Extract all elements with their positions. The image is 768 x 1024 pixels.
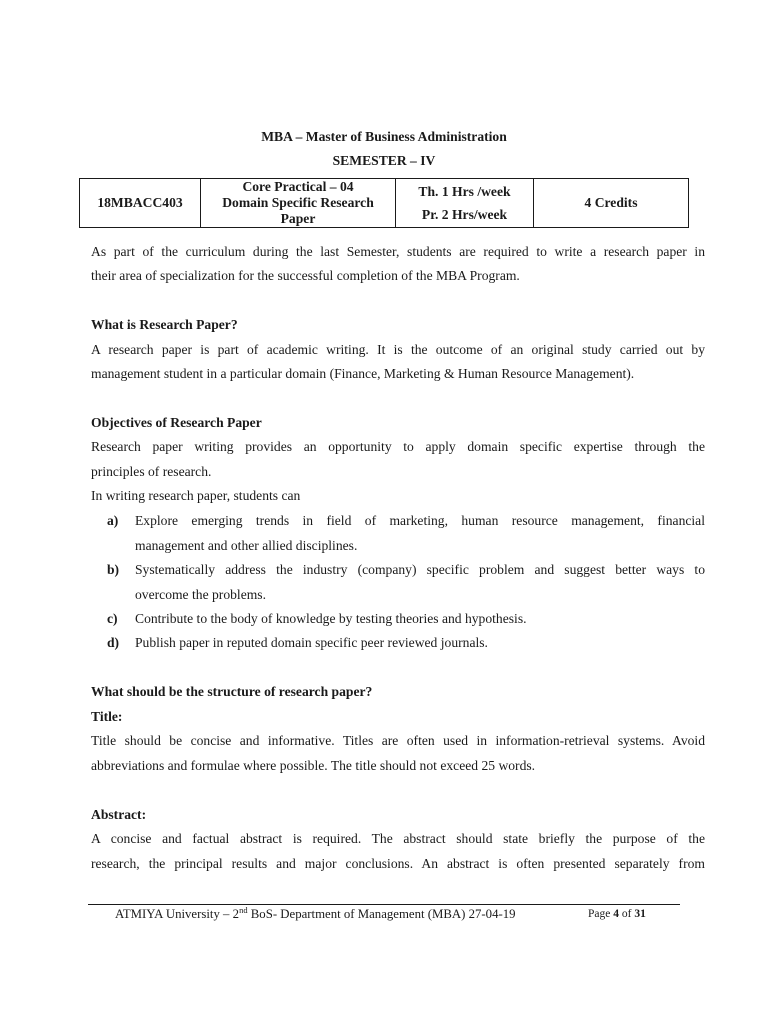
section-heading-what-is: What is Research Paper? (91, 317, 238, 332)
list-marker: b) (107, 562, 120, 577)
objectives-lead: In writing research paper, students can (91, 488, 301, 503)
course-credits: 4 Credits (534, 179, 689, 228)
footer-divider (88, 904, 680, 905)
list-item-line: management and other allied disciplines. (135, 537, 358, 553)
course-info-table (79, 178, 689, 228)
list-item (107, 558, 705, 607)
course-name-line: Core Practical – 04 (242, 179, 354, 194)
body-line: Title should be concise and informative. Titles are often used in information-retrieval systems. Avoid (91, 733, 705, 748)
page-word: Page (588, 908, 614, 920)
footer-text (115, 907, 516, 922)
subheading-title: Title: (91, 709, 123, 724)
list-marker: d) (107, 635, 120, 650)
body-line: Research paper writing provides an opportunity to apply domain specific expertise through the (91, 439, 705, 454)
body-line: principles of research. (91, 464, 212, 479)
semester-title: SEMESTER – IV (332, 153, 436, 168)
list-item-line: Explore emerging trends in field of marketing, human resource management, financial (135, 513, 705, 528)
list-item-line: Publish paper in reputed domain specific peer reviewed journals. (135, 635, 488, 650)
page-number (588, 908, 646, 920)
course-name-line: Domain Specific Research (222, 195, 374, 210)
list-item (107, 631, 705, 656)
body-line: research, the principal results and major conclusions. An abstract is often presented separately from (91, 856, 705, 871)
course-hours-cell (396, 179, 534, 228)
theory-hours: Th. 1 Hrs /week (418, 183, 511, 199)
intro-line: As part of the curriculum during the last Semester, students are required to write a research paper in (91, 244, 705, 259)
body-line: management student in a particular domain (Finance, Marketing & Human Resource Management). (91, 366, 635, 381)
intro-line: their area of specialization for the successful completion of the MBA Program. (91, 268, 520, 283)
page-of: of (618, 908, 635, 920)
subheading-abstract: Abstract: (91, 807, 147, 822)
page-current: 4 (613, 908, 619, 920)
footer-suffix: BoS- Department of Management (MBA) 27-04-19 (247, 907, 516, 921)
body-line: A concise and factual abstract is required. The abstract should state briefly the purpose of the (91, 831, 705, 846)
body-line: abbreviations and formulae where possible. The title should not exceed 25 words. (91, 758, 536, 773)
list-item-line: Contribute to the body of knowledge by testing theories and hypothesis. (135, 611, 527, 626)
course-name-cell (201, 179, 396, 228)
list-marker: a) (107, 513, 119, 528)
list-item-line: Systematically address the industry (company) specific problem and suggest better ways to (135, 562, 705, 577)
course-code: 18MBACC403 (80, 179, 201, 228)
list-item (107, 509, 705, 558)
list-item (107, 607, 705, 632)
list-item-line: overcome the problems. (135, 586, 266, 602)
footer-superscript: nd (239, 905, 248, 915)
practical-hours: Pr. 2 Hrs/week (421, 206, 508, 222)
list-marker: c) (107, 611, 118, 626)
footer-prefix: ATMIYA University – 2 (115, 907, 240, 921)
course-name-line: Paper (280, 211, 316, 226)
section-heading-structure: What should be the structure of research paper? (91, 684, 373, 699)
program-title: MBA – Master of Business Administration (261, 129, 507, 144)
section-heading-objectives: Objectives of Research Paper (91, 415, 262, 430)
body-line: A research paper is part of academic writing. It is the outcome of an original study carried out by (91, 342, 705, 357)
page-total: 31 (634, 908, 646, 920)
